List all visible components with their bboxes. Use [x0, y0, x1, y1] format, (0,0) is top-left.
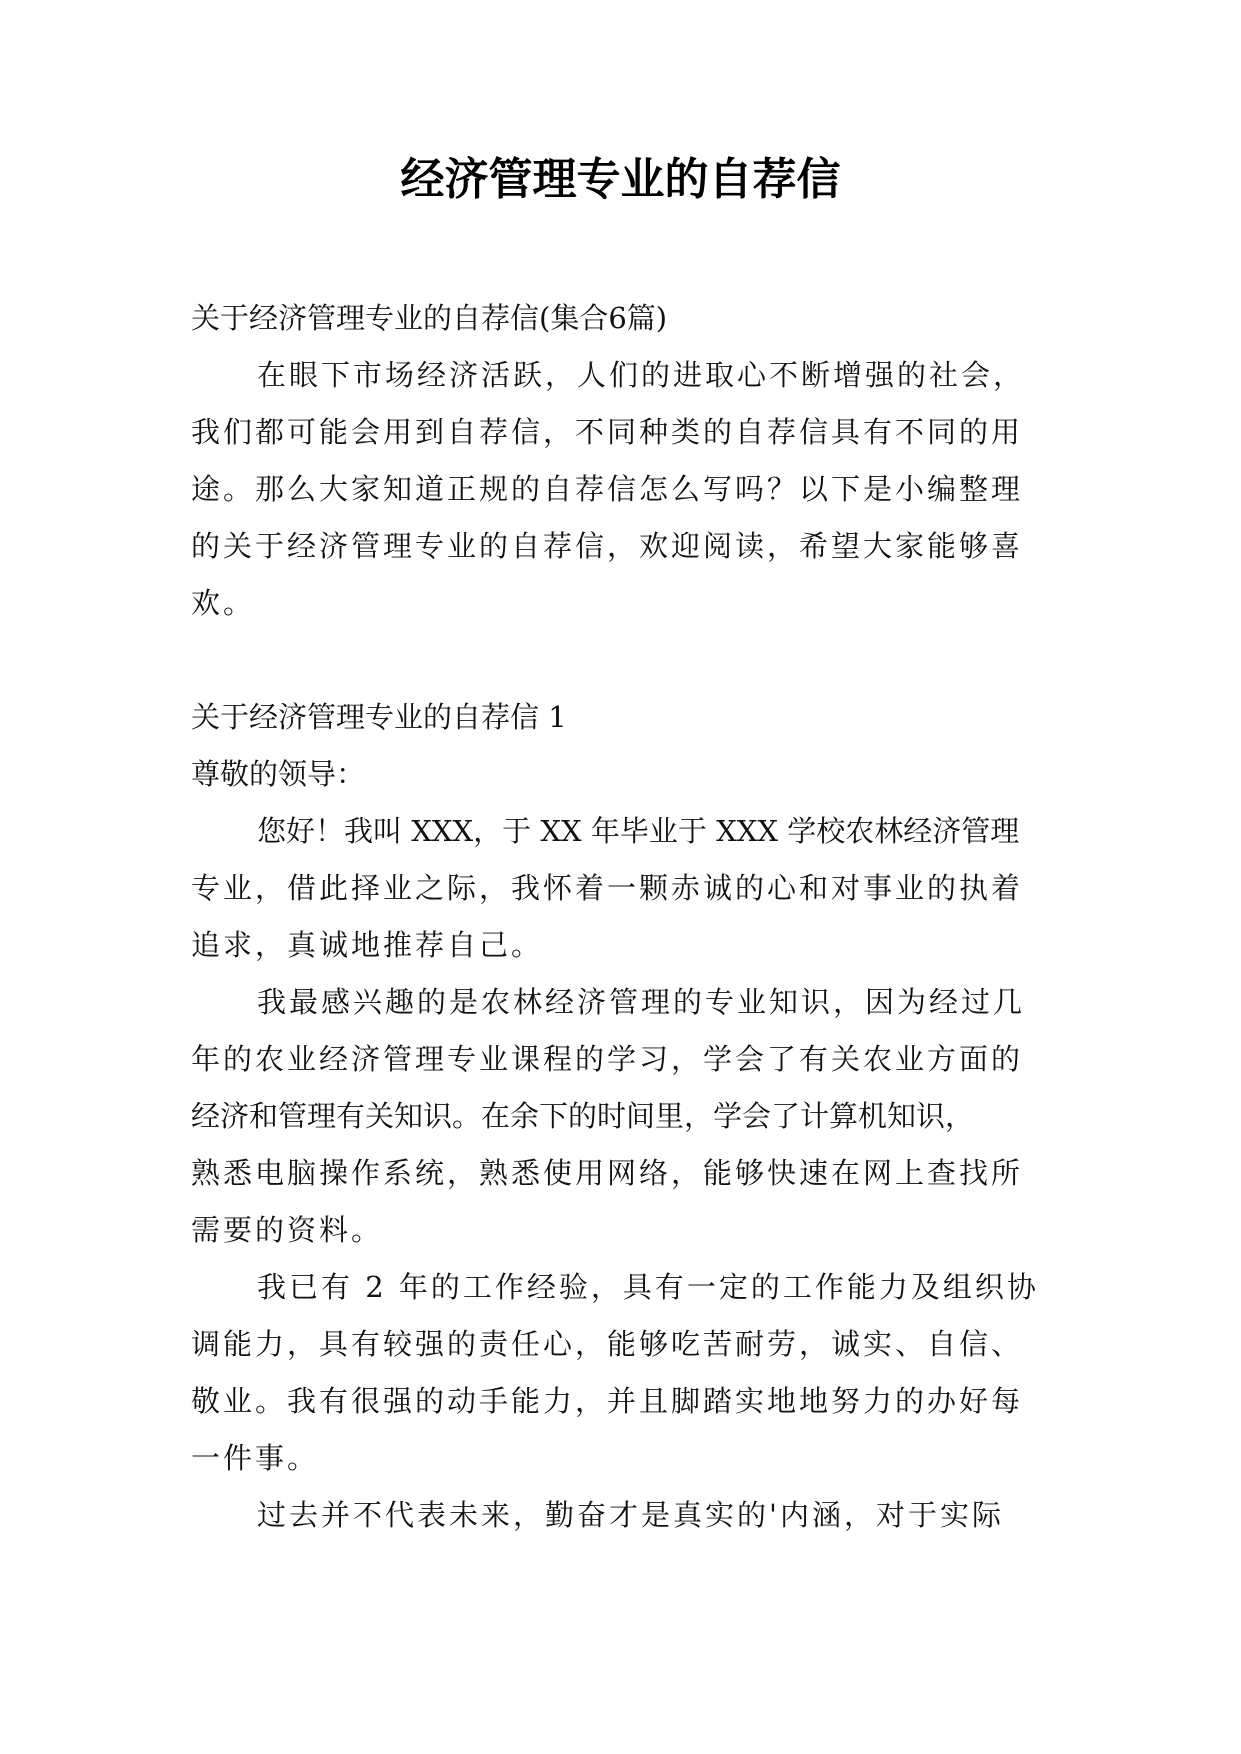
intro-line: 欢。: [191, 586, 256, 620]
paragraph-line: 经济和管理有关知识。在余下的时间里，学会了计算机知识，: [191, 1099, 975, 1133]
section-heading: 关于经济管理专业的自荐信 1: [191, 700, 567, 734]
paragraph-line: 您好！我叫 XXX，于 XX 年毕业于 XXX 学校农林经济管理: [257, 814, 1020, 848]
intro-line: 我们都可能会用到自荐信，不同种类的自荐信具有不同的用: [191, 415, 1024, 449]
blank-line: [191, 632, 1071, 689]
intro-line: 在眼下市场经济活跃，人们的进取心不断增强的社会，: [257, 358, 1026, 392]
paragraph-line: 我最感兴趣的是农林经济管理的专业知识，因为经过几: [257, 985, 1026, 1019]
paragraph-line: 熟悉电脑操作系统，熟悉使用网络，能够快速在网上查找所: [191, 1156, 1024, 1190]
intro-paragraph: [191, 347, 1071, 632]
document-subtitle: 关于经济管理专业的自荐信(集合6篇): [191, 301, 668, 335]
paragraph-line: 敬业。我有很强的动手能力，并且脚踏实地地努力的办好每: [191, 1384, 1024, 1418]
document-title: 经济管理专业的自荐信: [400, 154, 841, 205]
paragraph-1: [191, 803, 1071, 974]
paragraph-3: [191, 1259, 1071, 1487]
paragraph-line: 追求，真诚地推荐自己。: [191, 928, 544, 962]
paragraph-4: [191, 1487, 1071, 1544]
paragraph-2: [191, 974, 1071, 1259]
paragraph-line: 过去并不代表未来，勤奋才是真实的'内涵，对于实际: [257, 1498, 1004, 1532]
paragraph-line: 我已有 2 年的工作经验，具有一定的工作能力及组织协: [257, 1270, 1039, 1304]
paragraph-line: 需要的资料。: [191, 1213, 384, 1247]
paragraph-line: 调能力，具有较强的责任心，能够吃苦耐劳，诚实、自信、: [191, 1327, 1024, 1361]
intro-line: 的关于经济管理专业的自荐信，欢迎阅读，希望大家能够喜: [191, 529, 1024, 563]
paragraph-line: 一件事。: [191, 1441, 320, 1475]
paragraph-line: 年的农业经济管理专业课程的学习，学会了有关农业方面的: [191, 1042, 1024, 1076]
paragraph-line: 专业，借此择业之际，我怀着一颗赤诚的心和对事业的执着: [191, 871, 1024, 905]
salutation: 尊敬的领导：: [191, 757, 366, 791]
document-body: [191, 290, 1071, 1544]
intro-line: 途。那么大家知道正规的自荐信怎么写吗？以下是小编整理: [191, 472, 1024, 506]
